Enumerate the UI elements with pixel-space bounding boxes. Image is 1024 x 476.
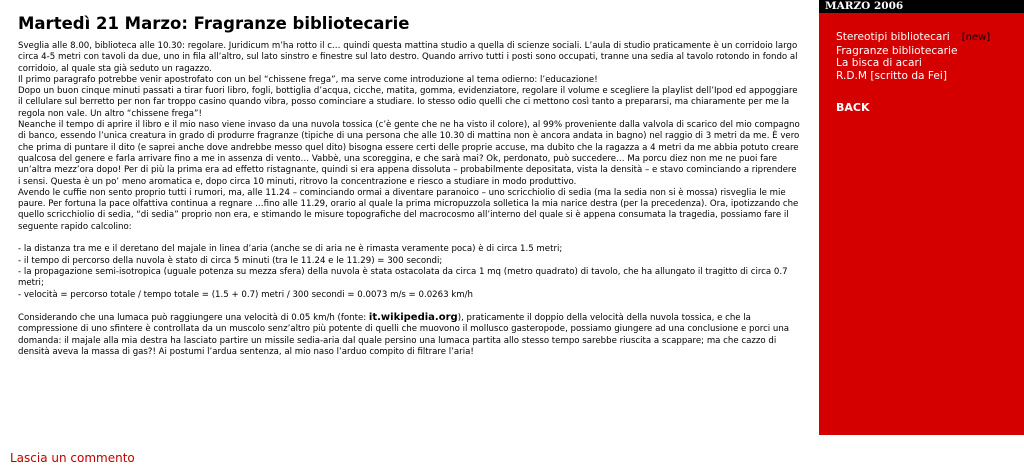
post-content (18, 14, 800, 358)
sidebar-item-stereotipi-bibliotecari[interactable]: Stereotipi bibliotecari (836, 31, 950, 43)
calc-list-item: - la distanza tra me e il deretano del majale in linea d’aria (anche se di aria ne è rimasta veramente poca) è di circa 1.5 metri; (18, 244, 563, 255)
sidebar-item-bisca-di-acari[interactable]: La bisca di acari (836, 57, 922, 70)
sidebar (819, 0, 1024, 435)
sidebar-item (836, 70, 1024, 83)
leave-comment-link[interactable]: Lascia un commento (10, 451, 135, 465)
post-body (18, 41, 800, 358)
post-paragraph: Il primo paragrafo potrebbe venir apostrofato con un bel “chissene frega”, ma serve come introduzione al tema odierno: l’educazione! (18, 74, 598, 85)
post-paragraph: Dopo un buon cinque minuti passati a tirar fuori libro, fogli, bottiglia d’acqua, cicche, matita, gomma, evidenziatore, regolare il volume e scegliere la playlist dell’Ipod ed appoggiare il cellulare sul berretto per non far troppo casino quando vibra, posso cominciare a studiare. Io stesso odio quelli che ci mettono così tanto a prepararsi, ma chiaramente per me la regola non vale. Un altro “chissene frega”! (18, 86, 798, 119)
new-badge: [new] (961, 32, 991, 43)
sidebar-item-rdm[interactable]: R.D.M [scritto da Fei] (836, 69, 948, 82)
sidebar-item (836, 31, 1024, 45)
sidebar-post-list (819, 31, 1024, 82)
calc-list-item: - velocità = percorso totale / tempo totale = (1.5 + 0.7) metri / 300 secondi = 0.0073 m/s = 0.0263 km/h (18, 289, 473, 300)
post-paragraph: Avendo le cuffie non sento proprio tutti i rumori, ma, alle 11.24 – cominciando ormai a diventare paranoico – uno scricchiolio di sedia (ma la sedia non si è mossa) risveglia le mie paure. Per fortuna la pace olfattiva continua a regnare …fino alle 11.29, orario al quale la prima micropuzzola solletica la mia narice destra (per la precedenza). Ora, ipotizzando che quello scricchiolio di sedia, “di sedia” proprio non era, e stimando le misure topografiche del macrocosmo all’interno del quale si è appena consumata la tragedia, possiamo fare il seguente rapido calcolino: (18, 187, 799, 232)
post-paragraph: Neanche il tempo di aprire il libro e il mio naso viene invaso da una nuvola tossica (c’è gente che ne ha visto il colore), al 99% proveniente dalla valvola di scarico del mio compagno di banco, essendo l’unica creatura in grado di produrre fragranze (tipiche di una persona che alle 10.30 di mattina non è ancora andata in bagno) nel raggio di 3 metri da me. È vero che prima di puntare il dito (e saprei anche dove andrebbe messo quel dito) bisogna essere certi delle proprie accuse, ma dubito che la ragazza a 4 metri da me abbia potuto creare qualcosa del genere e farla arrivare fino a me in assenza di vento… Vabbè, una scoreggina, e che sarà mai? Ok, perdonato, può succedere… Ma porcu diez non me ne puoi fare un’altra mezz’ora dopo! Per di più la prima era ad effetto ristagnante, quindi si era appena dissoluta – probabilmente depositata, vista la densità – e stavo cominciando a riprendere i sensi. Questa è un po’ meno aromatica e, dopo circa 10 minuti, ritrovo la concentrazione e riesco a studiare in modo produttivo. (18, 120, 800, 187)
paragraph-text: Considerando che una lumaca può raggiungere una velocità di 0.05 km/h (fonte: (18, 313, 369, 324)
sidebar-item (836, 45, 1024, 58)
sidebar-item-fragranze-bibliotecarie[interactable]: Fragranze bibliotecarie (836, 44, 958, 57)
calc-list-item: - il tempo di percorso della nuvola è stato di circa 5 minuti (tra le 11.24 e le 11.29) = 300 secondi; (18, 255, 443, 266)
sidebar-month-header: MARZO 2006 (819, 0, 1024, 13)
paragraph-text: ), praticamente il doppio della velocità della nuvola tossica, e che la compressione di uno sfintere è controllata da un muscolo senz’altro più potente di quelli che muovono il mollusco gasteropode, possiamo giungere ad una conclusione e porci una domanda: il majale alla mia destra ha lasciato partire un missile sedia-aria dal quale persino una lumaca partita allo stesso tempo sarebbe riuscita a scappare; ma che cazzo di densità aveva la massa di gas?! Ai postumi l’ardua sentenza, al mio naso l’arduo compito di filtrare l’aria! (18, 313, 790, 358)
post-paragraph: Sveglia alle 8.00, biblioteca alle 10.30: regolare. Juridicum m’ha rotto il c… quindi questa mattina studio a quella di scienze sociali. L’aula di studio praticamente è un corridoio largo circa 4-5 metri con tavoli da due, uno in fila all’altro, sul lato sinstro e finestre sul lato destro. Quando arrivo tutti i posti sono occupati, tranne una sedia al tavolo rotondo in fondo al corridoio, al quale sta già seduto un ragazzo. (18, 41, 798, 74)
calc-list-item: - la propagazione semi-isotropica (uguale potenza su mezza sfera) della nuvola è stata ostacolata da circa 1 mq (metro quadrato) di tavolo, che ha allungato il tragitto di circa 0.7 metri; (18, 266, 788, 289)
back-link[interactable]: BACK (836, 101, 870, 114)
wikipedia-link[interactable]: it.wikipedia.org (368, 312, 458, 324)
post-title: Martedì 21 Marzo: Fragranze bibliotecarie (18, 14, 410, 33)
post-paragraph (18, 312, 800, 358)
sidebar-item (836, 57, 1024, 70)
